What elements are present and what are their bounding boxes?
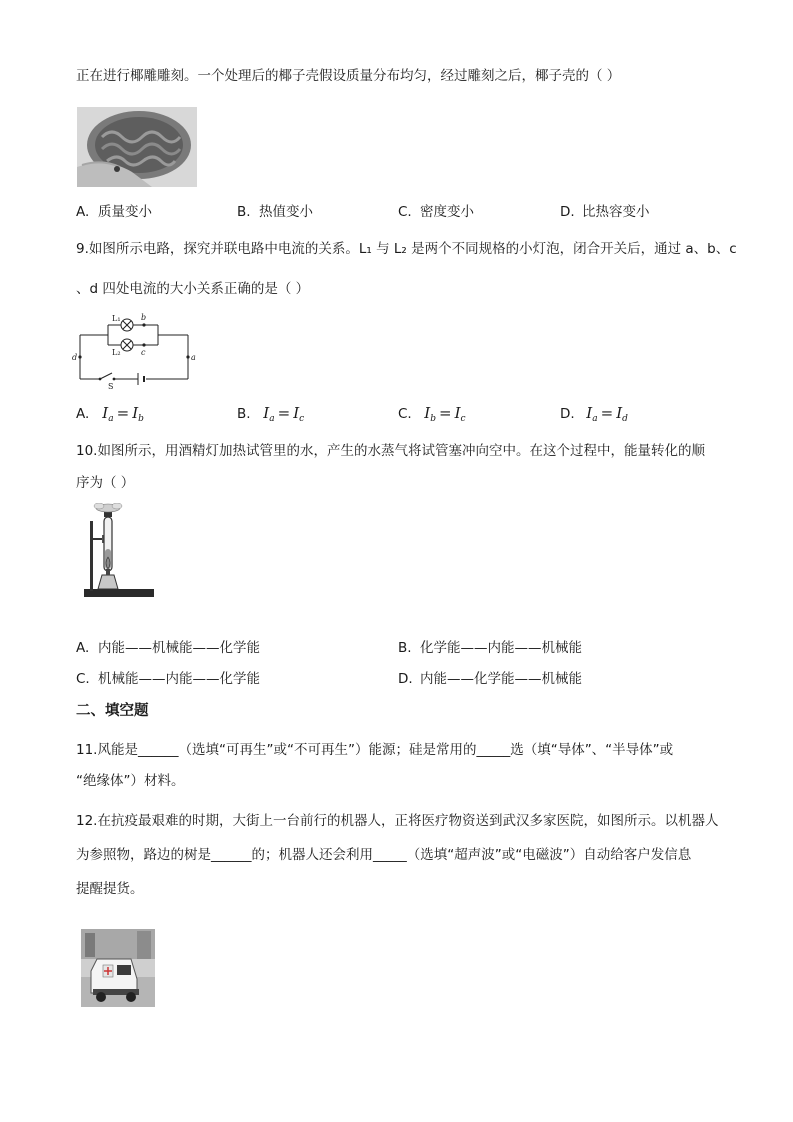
q10-stem-line1: 10.如图所示，用酒精灯加热试管里的水，产生的水蒸气将试管塞冲向空中。在这个过程中，能量转化的顺 [76,443,705,459]
q9-option-c-equation: $I_b = I_c$ [424,404,466,424]
label-l2: L₂ [112,348,121,357]
q10-option-d: D. 内能——化学能——机械能 [398,671,582,687]
q12-stem-line3: 提醒提货。 [76,881,144,897]
q10-option-a: A. 内能——机械能——化学能 [76,640,260,656]
q11-stem-line2: “绝缘体”）材料。 [76,773,185,789]
q9-stem-line2: 、d 四处电流的大小关系正确的是（ ） [76,281,310,297]
q8-option-b: B. 热值变小 [237,204,313,220]
q8-stem: 正在进行椰雕雕刻。一个处理后的椰子壳假设质量分布均匀，经过雕刻之后，椰子壳的（ ） [76,68,621,84]
q9-option-d-equation: $I_a = I_d$ [586,404,628,424]
q9-option-b: B. $I_a = I_c$ [237,404,305,424]
label-a: a [191,353,196,362]
q9-stem-line1: 9.如图所示电路，探究并联电路中电流的关系。L₁ 与 L₂ 是两个不同规格的小灯泡，闭合开关后，通过 a、b、c [76,241,737,257]
q10-option-c: C. 机械能——内能——化学能 [76,671,260,687]
label-b: b [141,313,147,322]
delivery-robot-image [81,929,155,1007]
q9-option-d: D. $I_a = I_d$ [560,404,628,424]
parallel-circuit-diagram [70,311,200,391]
coconut-carving-image [77,107,197,187]
q12-stem-line2: 为参照物，路边的树是______的；机器人还会利用_____（选填“超声波”或“电磁波”）自动给客户发信息 [76,847,692,863]
q10-option-b: B. 化学能——内能——机械能 [398,640,582,656]
q8-option-a: A. 质量变小 [76,204,152,220]
q9-option-a-equation: $I_a = I_b$ [102,404,144,424]
q9-option-c: C. $I_b = I_c$ [398,404,466,424]
label-c: c [141,348,146,357]
q11-stem-line1: 11.风能是______（选填“可再生”或“不可再生”）能源；硅是常用的_____选（填“导体”、“半导体”或 [76,742,674,758]
q8-option-c: C. 密度变小 [398,204,474,220]
label-s: S [108,382,114,391]
q10-stem-line2: 序为（ ） [76,475,135,491]
test-tube-apparatus-image [80,503,160,599]
label-l1: L₁ [112,314,121,323]
label-d: d [72,353,78,362]
q12-stem-line1: 12.在抗疫最艰难的时期，大街上一台前行的机器人，正将医疗物资送到武汉多家医院，如图所示。以机器人 [76,813,719,829]
q9-option-a: A. $I_a = I_b$ [76,404,144,424]
section-heading-fill-in: 二、填空题 [76,703,149,719]
q9-option-b-equation: $I_a = I_c$ [263,404,305,424]
q8-option-d: D. 比热容变小 [560,204,650,220]
